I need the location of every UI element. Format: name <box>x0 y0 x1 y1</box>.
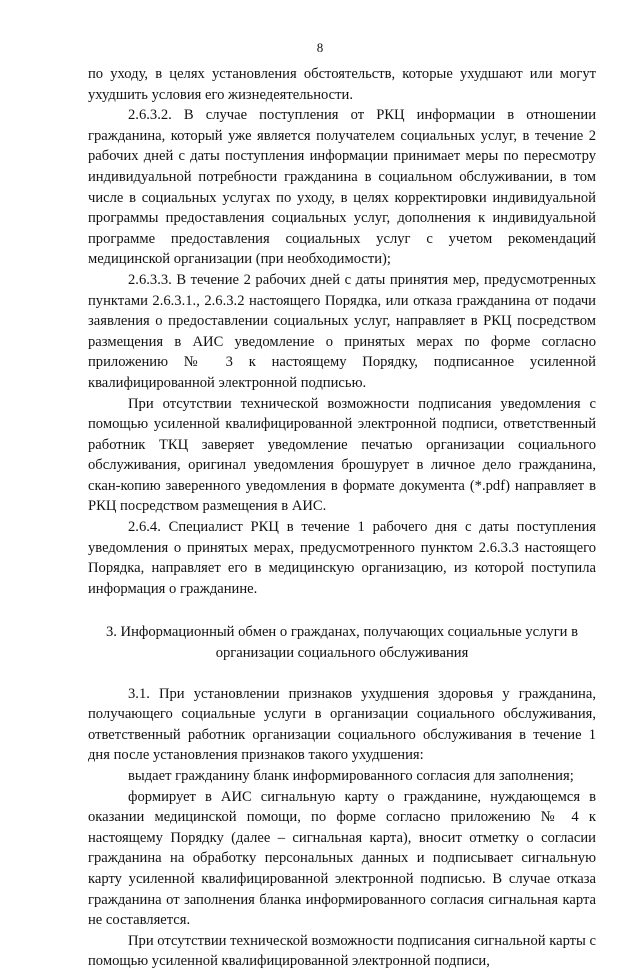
page-content <box>88 64 596 972</box>
paragraph-2-6-3-2: 2.6.3.2. В случае поступления от РКЦ информации в отношении гражданина, который уже является получателем социальных услуг, в течение 2 рабочих дней с даты поступления информации принимает меры по пересмотру индивидуальной потребности гражданина в социальном обслуживании, в том числе в социальных услугах по уходу, в целях корректировки индивидуальной программы предоставления социальных услуг, дополнения к индивидуальной программе предоставления социальных услуг с учетом рекомендаций медицинской организации (при необходимости); <box>88 107 596 268</box>
paragraph-3-1: 3.1. При установлении признаков ухудшения здоровья у гражданина, получающего социальные услуги в организации социального обслуживания, ответственный работник организации социального обслуживания в течение 1 дня после установления признаков такого ухудшения: <box>88 685 596 764</box>
paragraph-signal-card: формирует в АИС сигнальную карту о гражданине, нуждающемся в оказании медицинской помощи, по форме согласно приложению № 4 к настоящему Порядку (далее – сигнальная карта), вносит отметку о согласии гражданина на обработку персональных данных и подписывает сигнальную карту усиленной квалифицированной электронной подписью. В случае отказа гражданина от заполнения бланка информированного согласия сигнальная карта не составляется. <box>88 788 596 929</box>
section-heading-line-2: организации социального обслуживания <box>215 645 469 662</box>
paragraph-continuation: по уходу, в целях установления обстоятельств, которые ухудшают или могут ухудшить условия его жизнедеятельности. <box>88 66 596 103</box>
page-number: 8 <box>316 40 324 55</box>
paragraph-no-signature-card: При отсутствии технической возможности подписания сигнальной карты с помощью усиленной квалифицированной электронной подписи, <box>88 932 596 970</box>
section-heading-line-1: 3. Информационный обмен о гражданах, получающих социальные услуги в <box>105 624 579 641</box>
paragraph-2-6-3-3: 2.6.3.3. В течение 2 рабочих дней с даты принятия мер, предусмотренных пунктами 2.6.3.1., 2.6.3.2 настоящего Порядка, или отказа гражданина от подачи заявления о предоставлении социальных услуг, направляет в РКЦ посредством размещения в АИС уведомление о принятых мерах по форме согласно приложению № 3 к настоящему Порядку, подписанное усиленной квалифицированной электронной подписью. <box>88 271 596 391</box>
paragraph-issue-consent-form: выдает гражданину бланк информированного согласия для заполнения; <box>128 768 574 784</box>
paragraph-no-signature-notice: При отсутствии технической возможности подписания уведомления с помощью усиленной квалифицированной электронной подписи, ответственный работник ТКЦ заверяет уведомление печатью организации социального обслуживания, оригинал уведомления брошурует в личное дело гражданина, скан-копию заверенного уведомления в формате документа (*.pdf) направляет в РКЦ посредством размещения в АИС. <box>88 395 596 515</box>
section-heading <box>88 622 596 663</box>
paragraph-2-6-4: 2.6.4. Специалист РКЦ в течение 1 рабочего дня с даты поступления уведомления о принятых мерах, предусмотренного пунктом 2.6.3.3 настоящего Порядка, направляет его в медицинскую организацию, из которой поступила информация о гражданине. <box>88 519 596 597</box>
